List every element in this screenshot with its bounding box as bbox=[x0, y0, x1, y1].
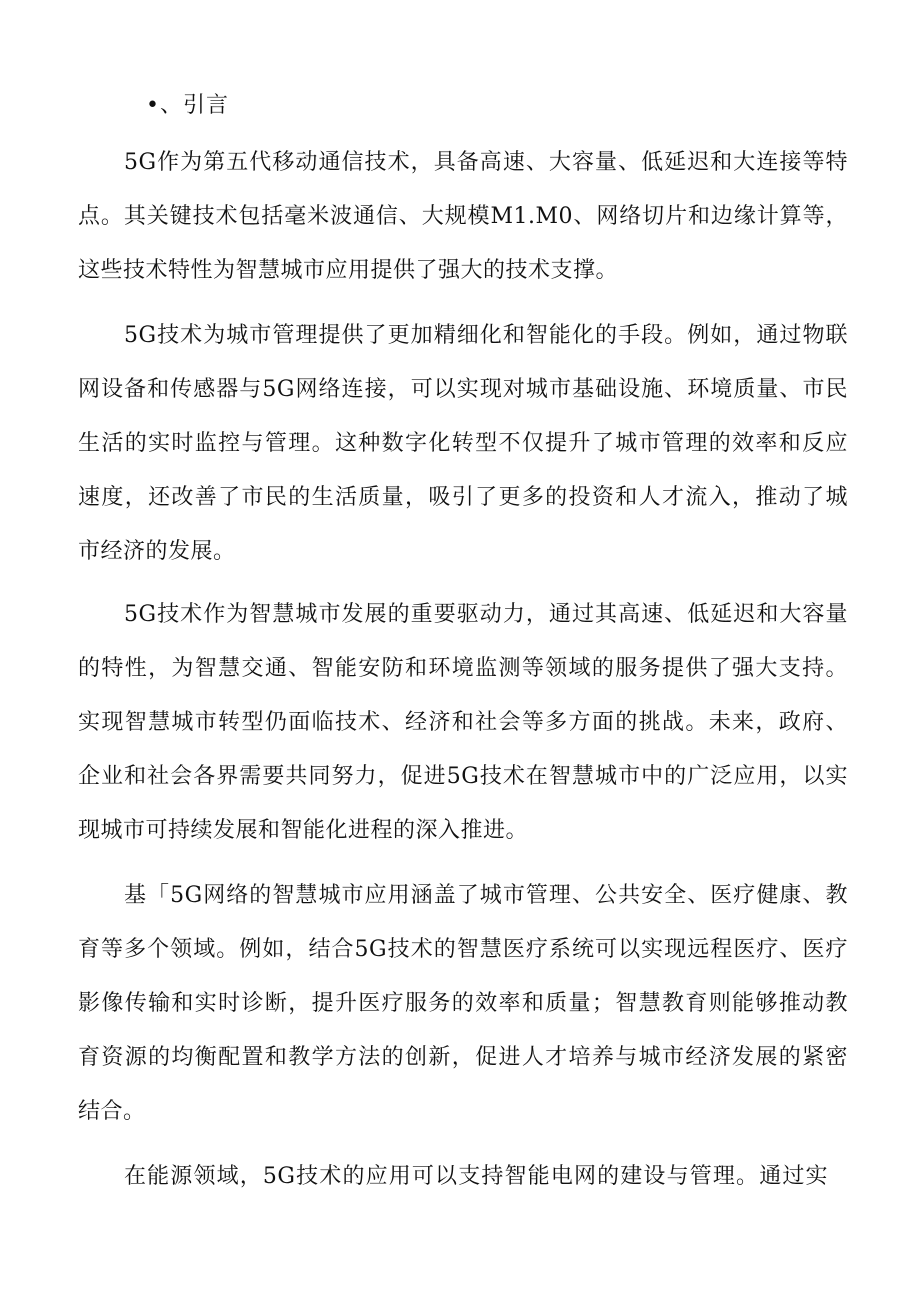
paragraph-3-line-4: 企业和社会各界需要共同努力，促进5G技术在智慧城市中的广泛应用，以实 bbox=[78, 764, 848, 789]
paragraph-3-line-1: 5G技术作为智慧城市发展的重要驱动力，通过其高速、低延迟和大容量 bbox=[124, 602, 848, 627]
paragraph-3-line-2: 的特性，为智慧交通、智能安防和环境监测等领域的服务提供了强大支持。 bbox=[78, 656, 848, 681]
paragraph-3-line-3: 实现智慧城市转型仍面临技术、经济和社会等多方面的挑战。未来，政府、 bbox=[78, 710, 848, 735]
paragraph-4-line-3: 影像传输和实时诊断，提升医疗服务的效率和质量；智慧教育则能够推动教 bbox=[78, 991, 848, 1016]
paragraph-2-line-3: 生活的实时监控与管理。这种数字化转型不仅提升了城市管理的效率和反应 bbox=[78, 431, 848, 456]
paragraph-4-line-5: 结合。 bbox=[78, 1099, 146, 1124]
paragraph-2-line-5: 市经济的发展。 bbox=[78, 539, 236, 564]
paragraph-4-line-4: 育资源的均衡配置和教学方法的创新，促进人才培养与城市经济发展的紧密 bbox=[78, 1045, 848, 1070]
paragraph-2-line-1: 5G技术为城市管理提供了更加精细化和智能化的手段。例如，通过物联 bbox=[124, 323, 848, 348]
paragraph-1-line-2: 点。其关键技术包括毫米波通信、大规模M1.M0、网络切片和边缘计算等， bbox=[78, 204, 848, 229]
paragraph-1-line-1: 5G作为第五代移动通信技术，具备高速、大容量、低延迟和大连接等特 bbox=[124, 150, 848, 175]
paragraph-2-line-4: 速度，还改善了市民的生活质量，吸引了更多的投资和人才流入，推动了城 bbox=[78, 485, 848, 510]
paragraph-4-line-1: 基「5G网络的智慧城市应用涵盖了城市管理、公共安全、医疗健康、教 bbox=[124, 883, 848, 908]
paragraph-5-line-1: 在能源领域，5G技术的应用可以支持智能电网的建设与管理。通过实 bbox=[124, 1164, 828, 1189]
section-heading: •、引言 bbox=[146, 93, 229, 118]
paragraph-1-line-3: 这些技术特性为智慧城市应用提供了强大的技术支撑。 bbox=[78, 258, 619, 283]
paragraph-3-line-5: 现城市可持续发展和智能化进程的深入推进。 bbox=[78, 818, 529, 843]
paragraph-4-line-2: 育等多个领域。例如，结合5G技术的智慧医疗系统可以实现远程医疗、医疗 bbox=[78, 937, 848, 962]
paragraph-2-line-2: 网设备和传感器与5G网络连接，可以实现对城市基础设施、环境质量、市民 bbox=[78, 377, 848, 402]
